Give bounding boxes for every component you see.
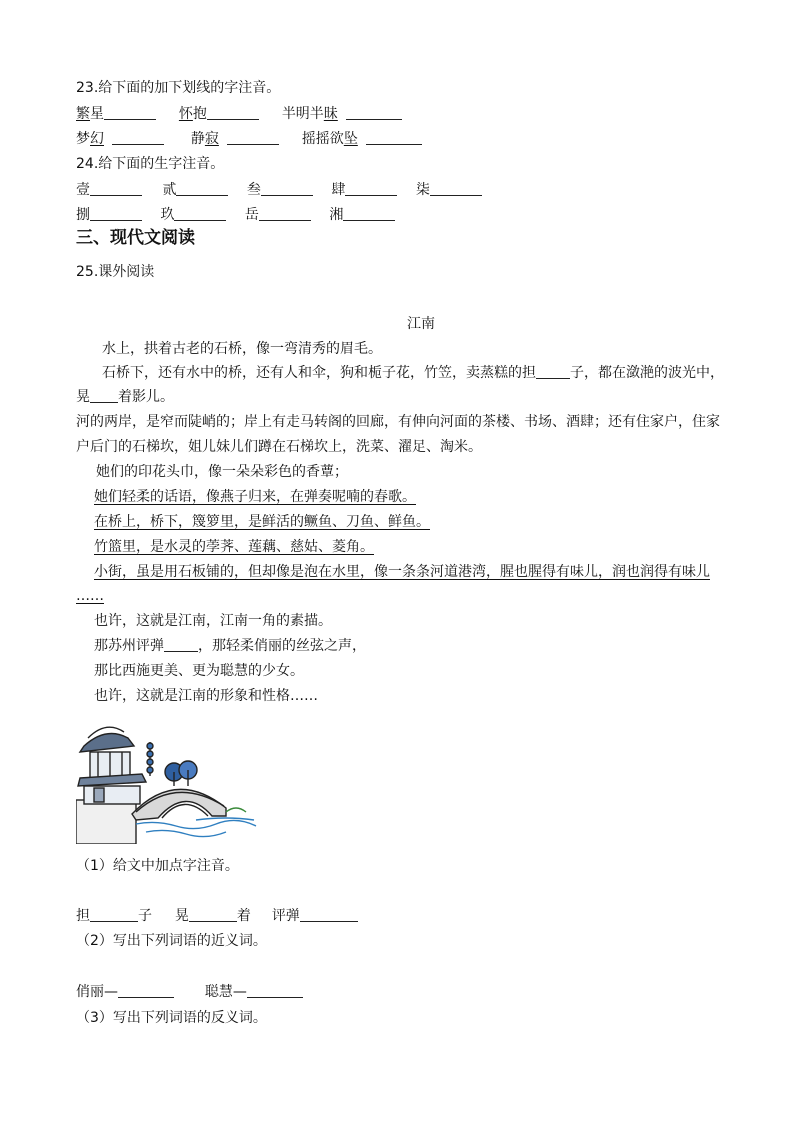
q24-row2: 捌 玖 岳 湘 bbox=[76, 205, 395, 225]
sub-question-2-items: 俏丽— 聪慧— bbox=[76, 982, 303, 1002]
answer-blank[interactable] bbox=[247, 982, 303, 998]
passage-title: 江南 bbox=[407, 316, 435, 332]
passage-line: 河的两岸，是窄而陡峭的；岸上有走马转阁的回廊，有伸向河面的茶楼、书场、酒肆；还有住家户，住家 bbox=[76, 414, 720, 430]
answer-blank[interactable] bbox=[90, 906, 138, 922]
q24-row1: 壹 贰 叁 肆 柒 bbox=[76, 180, 482, 200]
passage-line: 也许，这就是江南，江南一角的素描。 bbox=[94, 613, 332, 629]
passage-line-underlined: 她们轻柔的话语，像燕子归来，在弹奏呢喃的春歌。 bbox=[94, 489, 416, 505]
passage-line: 水上，拱着古老的石桥，像一弯清秀的眉毛。 bbox=[102, 341, 382, 357]
answer-blank[interactable] bbox=[164, 636, 198, 652]
passage-line-underlined: 在桥上，桥下，篾箩里，是鲜活的鳜鱼、刀鱼、鲜鱼。 bbox=[94, 514, 430, 530]
passage-line: 她们的印花头巾，像一朵朵彩色的香蕈； bbox=[96, 464, 348, 480]
answer-blank[interactable] bbox=[345, 180, 397, 196]
answer-blank[interactable] bbox=[90, 205, 142, 221]
q23-item: 静寂 bbox=[191, 131, 279, 147]
passage-line-underlined: 竹篮里，是水灵的荸荠、莲藕、慈姑、菱角。 bbox=[94, 539, 374, 555]
passage-line: 也许，这就是江南的形象和性格…… bbox=[94, 688, 318, 704]
answer-blank[interactable] bbox=[118, 982, 174, 998]
q24-title: 24.给下面的生字注音。 bbox=[76, 156, 225, 172]
q25-title: 25.课外阅读 bbox=[76, 264, 155, 280]
jiangnan-bridge-illustration bbox=[76, 716, 260, 844]
answer-blank[interactable] bbox=[189, 906, 237, 922]
q23-row1 bbox=[76, 104, 402, 124]
answer-blank[interactable] bbox=[207, 104, 259, 120]
q23-item: 半明半昧 bbox=[282, 106, 402, 122]
passage-line: 户后门的石梯坎，姐儿妹儿们蹲在石梯坎上，洗菜、濯足、淘米。 bbox=[76, 439, 482, 455]
answer-blank[interactable] bbox=[90, 180, 142, 196]
answer-blank[interactable] bbox=[300, 906, 358, 922]
answer-blank[interactable] bbox=[227, 129, 279, 145]
q23-row2 bbox=[76, 129, 422, 149]
passage-line: 晃 着影儿。 bbox=[76, 389, 174, 405]
q23-item: 繁星 bbox=[76, 106, 156, 122]
q23-item: 怀抱 bbox=[179, 106, 259, 122]
q23-item: 梦幻 bbox=[76, 131, 164, 147]
q23-item: 摇摇欲坠 bbox=[302, 131, 422, 147]
section-heading: 三、现代文阅读 bbox=[76, 228, 195, 248]
sub-question-1-items: 担 子 晃 着 评弹 bbox=[76, 906, 358, 926]
answer-blank[interactable] bbox=[90, 387, 118, 403]
answer-blank[interactable] bbox=[259, 205, 311, 221]
passage-line-underlined: 小街，虽是用石板铺的，但却像是泡在水里，像一条条河道港湾，腥也腥得有味儿，润也润得有味儿 bbox=[94, 564, 710, 580]
answer-blank[interactable] bbox=[174, 205, 226, 221]
passage-line: 石桥下，还有水中的桥，还有人和伞，狗和栀子花，竹笠，卖蒸糕的担 子，都在潋滟的波光中， bbox=[102, 365, 724, 381]
sub-question-1: （1）给文中加点字注音。 bbox=[76, 858, 239, 874]
answer-blank[interactable] bbox=[536, 363, 570, 379]
sub-question-2: （2）写出下列词语的近义词。 bbox=[76, 933, 267, 949]
answer-blank[interactable] bbox=[176, 180, 228, 196]
answer-blank[interactable] bbox=[112, 129, 164, 145]
passage-line: 那比西施更美、更为聪慧的少女。 bbox=[94, 663, 304, 679]
passage-line-underlined: …… bbox=[76, 588, 104, 604]
answer-blank[interactable] bbox=[346, 104, 402, 120]
answer-blank[interactable] bbox=[430, 180, 482, 196]
answer-blank[interactable] bbox=[261, 180, 313, 196]
answer-blank[interactable] bbox=[366, 129, 422, 145]
answer-blank[interactable] bbox=[343, 205, 395, 221]
passage-line: 那苏州评弹 ，那轻柔俏丽的丝弦之声， bbox=[94, 638, 366, 654]
answer-blank[interactable] bbox=[104, 104, 156, 120]
sub-question-3: （3）写出下列词语的反义词。 bbox=[76, 1010, 267, 1026]
q23-title: 23.给下面的加下划线的字注音。 bbox=[76, 80, 281, 96]
